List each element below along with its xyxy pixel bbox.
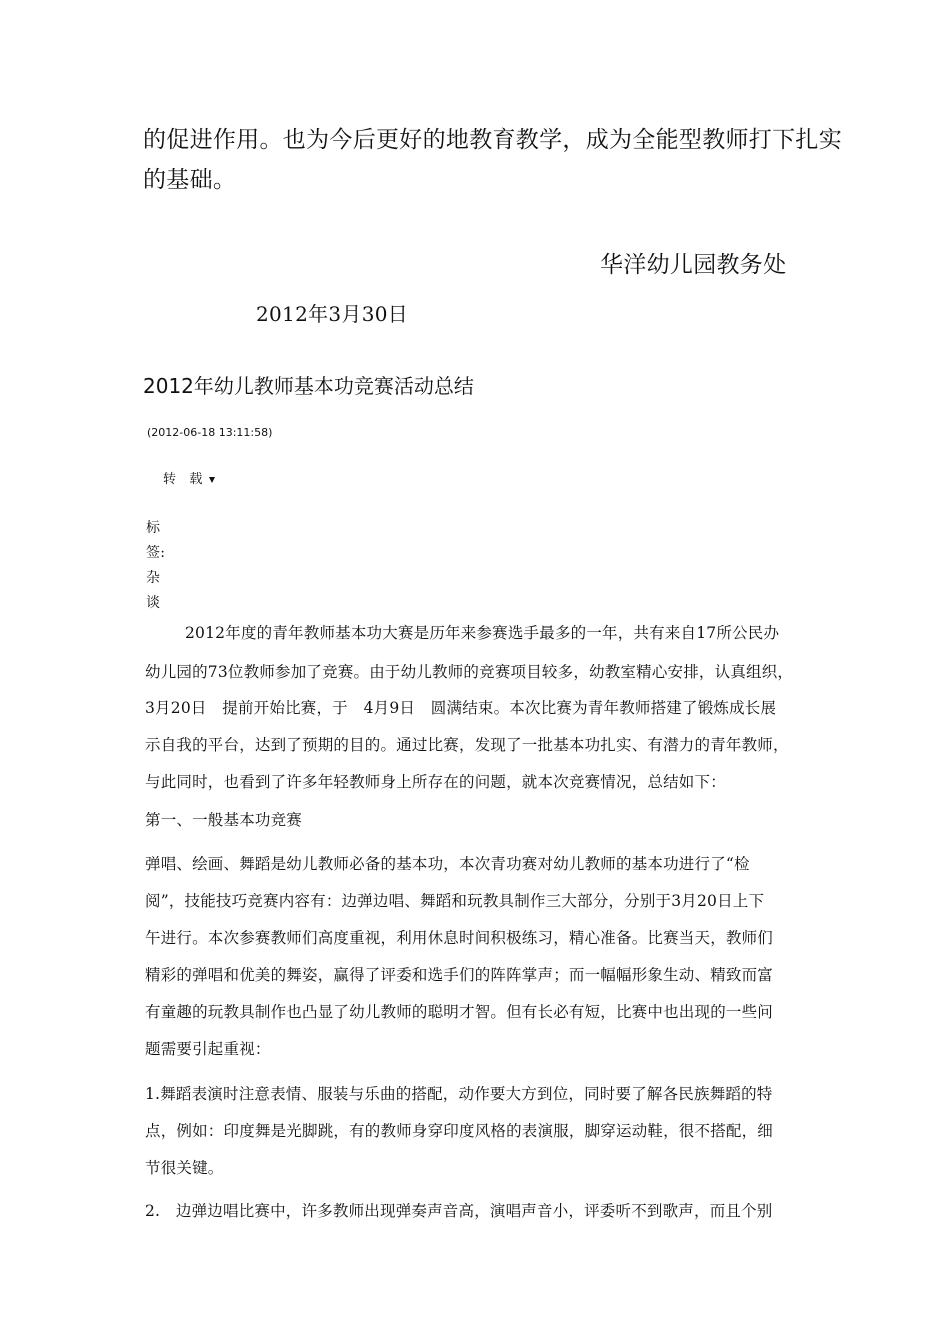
text-line: 弹唱、绘画、舞蹈是幼儿教师必备的基本功，本次青功赛对幼儿教师的基本功进行了“检 [145,855,750,873]
section-heading: 第一、一般基本功竞赛 [145,811,303,829]
article-timestamp: (2012-06-18 13:11:58) [147,426,273,439]
text-line: 点，例如：印度舞是光脚跳，有的教师身穿印度风格的表演服，脚穿运动鞋，很不搭配，细 [145,1122,774,1140]
text-line: 午进行。本次参赛教师们高度重视，利用休息时间积极练习，精心准备。比赛当天，教师们 [145,929,774,947]
dropdown-arrow-icon [209,477,215,483]
text-line: 3月20日 提前开始比赛，于 4月9日 圆满结束。本次比赛为青年教师搭建了锻炼成长展 [145,699,777,717]
tag-link-char[interactable]: 谈 [146,595,161,611]
text-line: 与此同时，也看到了许多年轻教师身上所存在的问题，就本次竞赛情况，总结如下： [145,773,726,791]
text-line: 有童趣的玩教具制作也凸显了幼儿教师的聪明才智。但有长必有短，比赛中也出现的一些问 [145,1003,774,1021]
text-line: 1.舞蹈表演时注意表情、服装与乐曲的搭配，动作要大方到位，同时要了解各民族舞蹈的特 [145,1085,773,1103]
article-title: 2012年幼儿教师基本功竞赛活动总结 [143,374,474,398]
text-line: 2. 边弹边唱比赛中，许多教师出现弹奏声音高，演唱声音小，评委听不到歌声，而且个别 [145,1202,773,1220]
tags-char: 标 [146,520,161,536]
text-line: 精彩的弹唱和优美的舞姿，赢得了评委和选手们的阵阵掌声；而一幅幅形象生动、精致而富 [145,966,774,984]
text-line: 示自我的平台，达到了预期的目的。通过比赛，发现了一批基本功扎实、有潜力的青年教师， [145,736,789,754]
tag-link-char[interactable]: 杂 [146,570,161,586]
repost-label: 转 载 [163,472,203,487]
signature-date: 2012年3月30日 [256,302,409,326]
repost-button[interactable] [163,468,215,487]
text-line: 幼儿园的73位教师参加了竞赛。由于幼儿教师的竞赛项目较多，幼教室精心安排，认真组织， [145,663,794,681]
text-line: 题需要引起重视： [145,1040,271,1058]
intro-line-1: 的促进作用。也为今后更好的地教育教学，成为全能型教师打下扎实 [143,127,842,153]
tags-char: 签: [146,545,166,561]
intro-line-2: 的基础。 [143,167,237,193]
text-line: 阅”，技能技巧竞赛内容有：边弹边唱、舞蹈和玩教具制作三大部分，分别于3月20日上下 [145,892,765,910]
text-line: 2012年度的青年教师基本功大赛是历年来参赛选手最多的一年，共有来自17所公民办 [185,624,780,642]
text-line: 节很关键。 [145,1159,224,1177]
signature-org: 华洋幼儿园教务处 [600,252,787,278]
